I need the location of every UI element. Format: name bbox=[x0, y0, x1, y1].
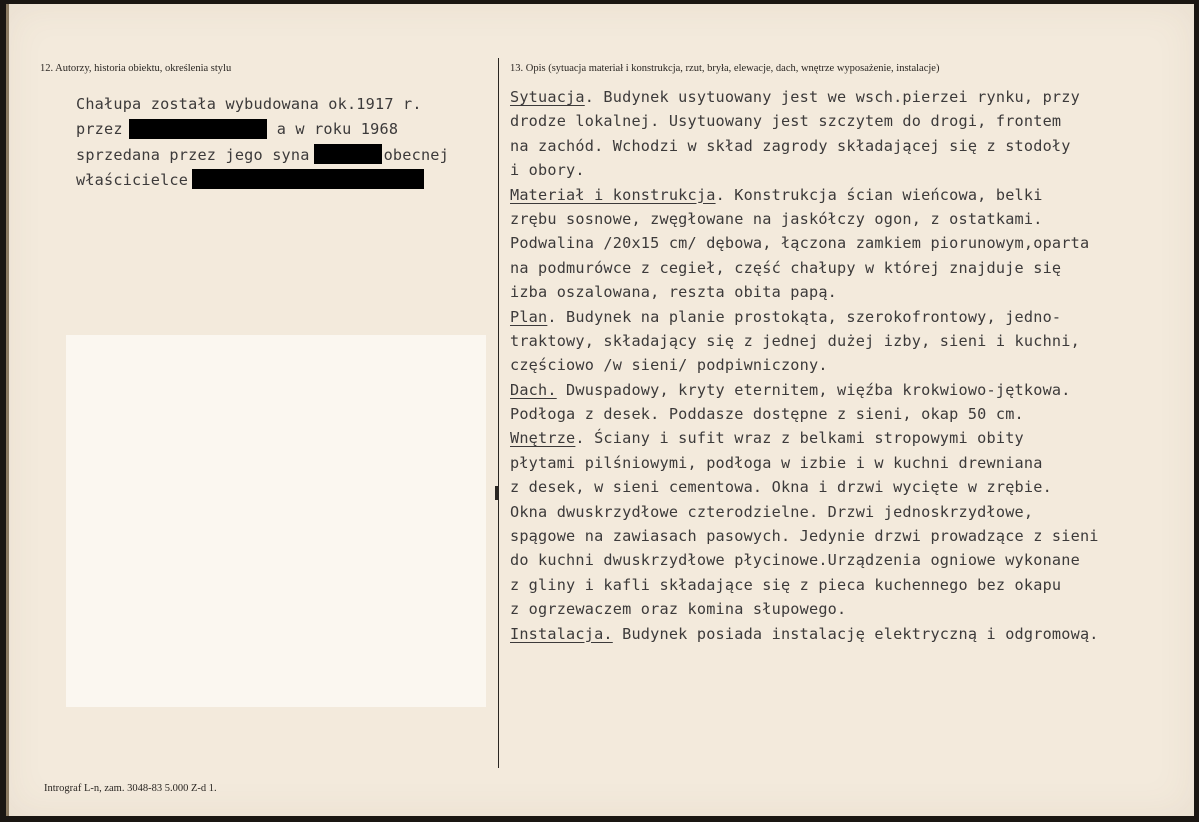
description-line bbox=[510, 500, 1099, 524]
paper-discoloration bbox=[66, 335, 486, 707]
description-text-run: płytami pilśniowymi, podłoga w izbie i w kuchni drewniana bbox=[510, 453, 1043, 472]
description-line bbox=[510, 402, 1099, 426]
description-text-run: z ogrzewaczem oraz komina słupowego. bbox=[510, 600, 847, 619]
history-line-3-start: sprzedana przez jego syna bbox=[76, 145, 310, 164]
section-13-heading: 13. Opis (sytuacja materiał i konstrukcja, rzut, bryła, elewacje, dach, wnętrze wyposażenie, instalacje) bbox=[510, 63, 940, 74]
description-line bbox=[510, 256, 1099, 280]
description-text-run: . Konstrukcja ścian wieńcowa, belki bbox=[715, 185, 1043, 204]
redaction-bar bbox=[314, 144, 382, 164]
column-divider bbox=[498, 58, 499, 768]
description-text-run: . Budynek na planie prostokąta, szerokofrontowy, jedno- bbox=[547, 307, 1062, 326]
redaction-bar bbox=[192, 169, 424, 189]
history-text bbox=[76, 92, 449, 193]
description-text-run: traktowy, składający się z jednej dużej izby, sieni i kuchni, bbox=[510, 331, 1080, 350]
description-line bbox=[510, 426, 1099, 450]
description-line bbox=[510, 475, 1099, 499]
description-text-run: częściowo /w sieni/ podpiwniczony. bbox=[510, 356, 828, 375]
description-text-run: spągowe na zawiasach pasowych. Jedynie drzwi prowadzące z sieni bbox=[510, 527, 1099, 546]
description-text-run: Podłoga z desek. Poddasze dostępne z sieni, okap 50 cm. bbox=[510, 405, 1024, 424]
card-edge bbox=[6, 4, 9, 816]
description-line bbox=[510, 305, 1099, 329]
description-text-run: . Ściany i sufit wraz z belkami stropowymi obity bbox=[575, 429, 1024, 448]
history-line-4 bbox=[76, 168, 449, 193]
description-text bbox=[510, 85, 1099, 646]
description-text-run: z gliny i kafli składające się z pieca kuchennego bez okapu bbox=[510, 575, 1062, 594]
description-text-run: Dwuspadowy, kryty eternitem, więźba krokwiowo-jętkowa. bbox=[556, 380, 1071, 399]
description-text-run: Budynek posiada instalację elektryczną i odgromową. bbox=[612, 624, 1099, 643]
description-line bbox=[510, 109, 1099, 133]
description-line bbox=[510, 207, 1099, 231]
description-text-run: i obory. bbox=[510, 161, 585, 180]
section-12-heading: 12. Autorzy, historia obiektu, określenia stylu bbox=[40, 63, 232, 74]
history-line-3-end: obecnej bbox=[383, 145, 449, 164]
history-line-2-end: a w roku 1968 bbox=[276, 120, 399, 139]
description-text-run: na zachód. Wchodzi w skład zagrody składającej się z stodoły bbox=[510, 136, 1071, 155]
description-line bbox=[510, 134, 1099, 158]
description-line bbox=[510, 378, 1099, 402]
description-text-run: . Budynek usytuowany jest we wsch.pierzei rynku, przy bbox=[584, 88, 1080, 106]
description-text-run: Okna dwuskrzydłowe czterodzielne. Drzwi jednoskrzydłowe, bbox=[510, 502, 1034, 521]
description-line bbox=[510, 622, 1099, 646]
description-line bbox=[510, 573, 1099, 597]
description-text-run: drodze lokalnej. Usytuowany jest szczytem do drogi, frontem bbox=[510, 112, 1062, 131]
description-text-run: izba oszalowana, reszta obita papą. bbox=[510, 283, 838, 302]
description-text-run: z desek, w sieni cementowa. Okna i drzwi wycięte w zrębie. bbox=[510, 478, 1052, 497]
history-line-4-start: właścicielce bbox=[76, 170, 189, 189]
description-line bbox=[510, 183, 1099, 207]
history-line-2-start: przez bbox=[76, 120, 123, 139]
section-label: Dach. bbox=[510, 380, 557, 399]
description-line bbox=[510, 524, 1099, 548]
redaction-bar bbox=[129, 119, 267, 139]
history-line-3 bbox=[76, 143, 449, 168]
description-line bbox=[510, 597, 1099, 621]
description-line bbox=[510, 280, 1099, 304]
description-text-run: Podwalina /20x15 cm/ dębowa, łączona zamkiem piorunowym,oparta bbox=[510, 234, 1090, 253]
description-line bbox=[510, 231, 1099, 255]
description-text-run: do kuchni dwuskrzydłowe płycinowe.Urządzenia ogniowe wykonane bbox=[510, 551, 1080, 570]
history-line-2 bbox=[76, 117, 449, 142]
section-label: Instalacja. bbox=[510, 624, 613, 643]
section-label: Sytuacja bbox=[510, 88, 585, 106]
description-line bbox=[510, 158, 1099, 182]
divider-mark bbox=[495, 486, 498, 500]
description-text-run: na podmurówce z cegieł, część chałupy w której znajduje się bbox=[510, 258, 1062, 277]
description-line bbox=[510, 548, 1099, 572]
printer-imprint: Intrograf L-n, zam. 3048-83 5.000 Z-d 1. bbox=[44, 783, 217, 794]
description-line bbox=[510, 85, 1099, 109]
history-line-1: Chałupa została wybudowana ok.1917 r. bbox=[76, 95, 422, 113]
section-label: Plan bbox=[510, 307, 548, 326]
description-line bbox=[510, 353, 1099, 377]
description-text-run: zrębu sosnowe, zwęgłowane na jaskółczy ogon, z ostatkami. bbox=[510, 209, 1043, 228]
section-label: Wnętrze bbox=[510, 429, 576, 448]
description-line bbox=[510, 329, 1099, 353]
description-line bbox=[510, 451, 1099, 475]
section-label: Materiał i konstrukcja bbox=[510, 185, 716, 204]
